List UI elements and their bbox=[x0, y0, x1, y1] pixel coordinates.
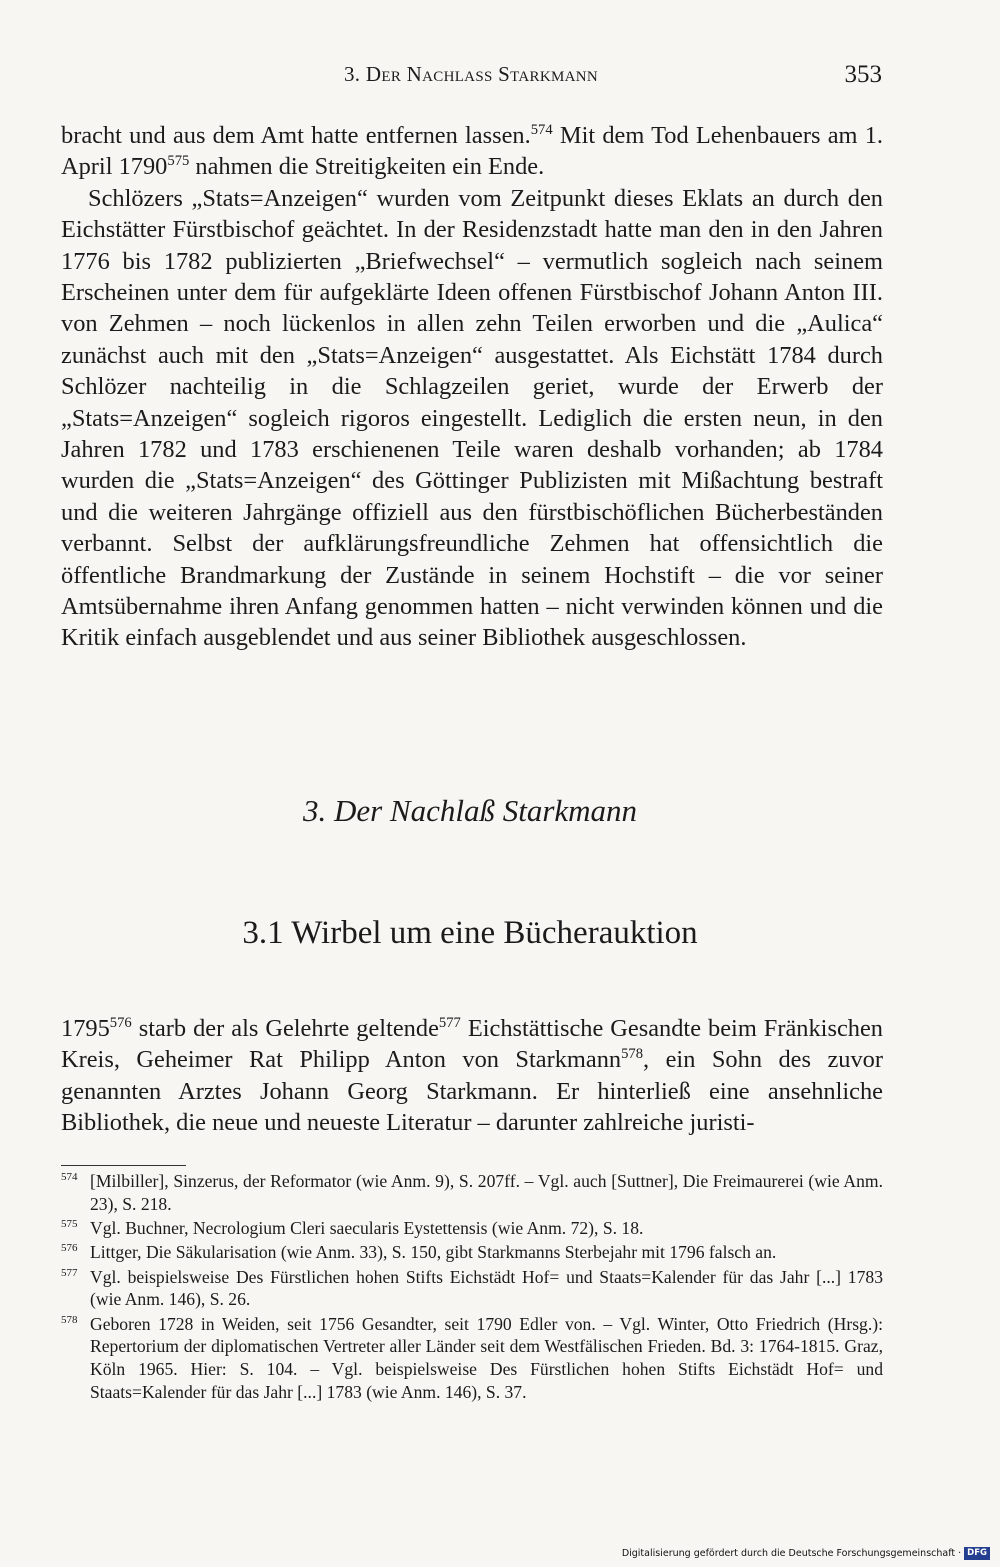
paragraph-3-text-b: starb der als Gelehrte geltende bbox=[131, 1015, 439, 1042]
footnote-number: 577 bbox=[61, 1266, 78, 1279]
footnote-578 bbox=[61, 1313, 883, 1403]
footnote-text: Geboren 1728 in Weiden, seit 1756 Gesandter, seit 1790 Edler von. – Vgl. Winter, Otto Friedrich (Hrsg.): Repertorium der diplomatischen Vertreter aller Länder seit dem Westfälischen Frieden. Bd. 3: 1764-1815. Graz, Köln 1965. Hier: S. 104. – Vgl. beispielsweise Des Fürstlichen hohen Stifts Eichstädt Hof= und Staats=Kalender für das Jahr [...] 1783 (wie Anm. 146), S. 37. bbox=[90, 1313, 883, 1402]
dfg-logo-icon: DFG bbox=[964, 1547, 990, 1560]
paragraph-3-text-d: , ein Sohn des zuvor genannten Arztes Johann Georg Starkmann. Er hinterließ eine ansehnliche Bibliothek, die neue und neueste Literatur – darunter zahlreiche juristi- bbox=[61, 1046, 883, 1137]
paragraph-1-text-c: nahmen die Streitigkeiten ein Ende. bbox=[189, 153, 545, 181]
footnote-number: 576 bbox=[61, 1242, 78, 1255]
paragraph-1-text-b: Mit dem Tod Lehenbauers am 1. April 1790 bbox=[61, 122, 884, 181]
footnote-number: 578 bbox=[61, 1313, 78, 1326]
footnote-577 bbox=[61, 1266, 883, 1311]
footnote-ref-577[interactable]: 577 bbox=[438, 1015, 461, 1032]
chapter-title: 3. Der Nachlaß Starkmann bbox=[302, 793, 638, 828]
footnote-ref-575[interactable]: 575 bbox=[167, 153, 190, 170]
footnote-number: 574 bbox=[61, 1171, 78, 1183]
running-title: 3. Der Nachlass Starkmann bbox=[344, 62, 598, 86]
paragraph-2: Schlözers „Stats=Anzeigen“ wurden vom Zeitpunkt dieses Eklats an durch den Eichstätter Fürstbischof geächtet. In der Residenzstadt hatte man den in den Jahren 1776 bis 1782 publizierten „Briefwechsel“ – vermutlich sogleich nach seinem Erscheinen unter dem für aufgeklärte Ideen offenen Fürstbischof Johann Anton III. von Zehmen – noch lückenlos in allen zehn Teilen erworben und die „Aulica“ zunächst auch mit den „Stats=Anzeigen“ ausgestattet. Als Eichstätt 1784 durch Schlözer nachteilig in die Schlagzeilen geriet, wurde der Erwerb der „Stats=Anzeigen“ sogleich rigoros eingestellt. Lediglich die ersten neun, in den Jahren 1782 und 1783 erschienenen Teile waren deshalb vorhanden; ab 1784 wurden die „Stats=Anzeigen“ des Göttinger Publizisten mit Mißachtung bestraft und die weiteren Jahrgänge offiziell aus den fürstbischöflichen Bücherbeständen verbannt. Selbst der aufklärungsfreundliche Zehmen hat offensichtlich die öffentliche Brandmarkung der Zustände in seinem Hochstift – die vor seiner Amtsübernahme ihren Anfang genommen hatten – nicht verwinden können und die Kritik einfach ausgeblendet und aus seiner Bibliothek ausgeschlossen. bbox=[61, 184, 883, 652]
paragraph-3 bbox=[61, 1013, 883, 1139]
footnote-text: Vgl. beispielsweise Des Fürstlichen hohen Stifts Eichstädt Hof= und Staats=Kalender für das Jahr [...] 1783 (wie Anm. 146), S. 26. bbox=[90, 1266, 883, 1310]
footnote-rule bbox=[61, 1165, 186, 1166]
section-title: 3.1 Wirbel um eine Bücherauktion bbox=[242, 915, 698, 951]
footnote-number: 575 bbox=[61, 1217, 78, 1230]
paragraph-1 bbox=[61, 120, 883, 183]
imprint-text: Digitalisierung gefördert durch die Deutsche Forschungsgemeinschaft · bbox=[621, 1548, 962, 1559]
page-number: 353 bbox=[844, 61, 882, 88]
paragraph-3-text-a: 1795 bbox=[61, 1015, 110, 1042]
footnote-ref-576[interactable]: 576 bbox=[109, 1015, 132, 1032]
footnotes bbox=[61, 1170, 883, 1405]
paragraph-1-text-a: bracht und aus dem Amt hatte entfernen lassen. bbox=[61, 122, 531, 149]
footnote-text: Vgl. Buchner, Necrologium Cleri saecularis Eystettensis (wie Anm. 72), S. 18. bbox=[90, 1217, 644, 1238]
footnote-ref-574[interactable]: 574 bbox=[530, 122, 553, 139]
footnote-text: Littger, Die Säkularisation (wie Anm. 33), S. 150, gibt Starkmanns Sterbejahr mit 1796 falsch an. bbox=[90, 1242, 777, 1263]
footnote-575 bbox=[61, 1217, 883, 1240]
footnote-576 bbox=[61, 1241, 883, 1264]
paragraph-3-text-c: Eichstättische Gesandte beim Fränkischen Kreis, Geheimer Rat Philipp Anton von Starkmann bbox=[61, 1015, 883, 1074]
digitization-imprint bbox=[622, 1547, 990, 1560]
running-head bbox=[60, 62, 882, 92]
footnote-574 bbox=[61, 1170, 883, 1215]
footnote-text: [Milbiller], Sinzerus, der Reformator (wie Anm. 9), S. 207ff. – Vgl. auch [Suttner], Die Freimaurerei (wie Anm. 23), S. 218. bbox=[90, 1171, 883, 1214]
footnote-ref-578[interactable]: 578 bbox=[621, 1046, 644, 1063]
